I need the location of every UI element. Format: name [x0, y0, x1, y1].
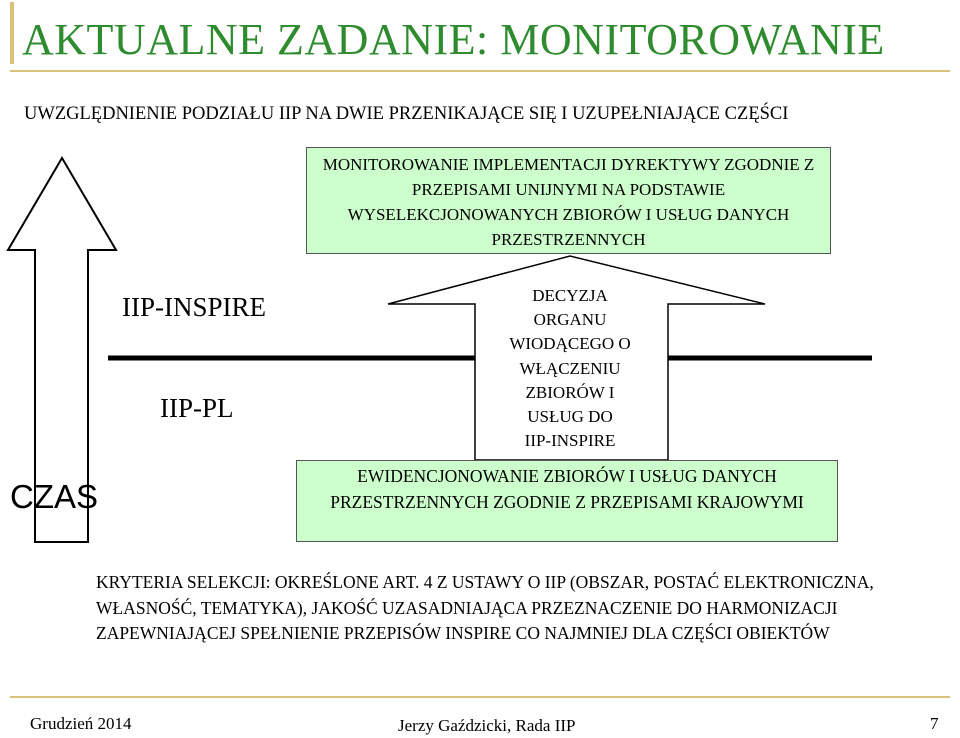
label-iip-pl: IIP-PL	[160, 393, 234, 423]
decision-line: WIODĄCEGO O	[509, 334, 631, 354]
decision-line: USŁUG DO	[527, 407, 613, 427]
decision-line: ORGANU	[533, 310, 607, 330]
registry-box: EWIDENCJONOWANIE ZBIORÓW I USŁUG DANYCH PRZESTRZENNYCH ZGODNIE Z PRZEPISAMI KRAJOWYMI	[296, 460, 838, 542]
selection-criteria: KRYTERIA SELEKCJI: OKREŚLONE ART. 4 Z USTAWY O IIP (OBSZAR, POSTAĆ ELEKTRONICZNA, WŁASNOŚĆ, TEMATYKA), JAKOŚĆ UZASADNIAJĄCA PRZEZNACZENIE DO HARMONIZACJI ZAPEWNIAJĄCEJ SPEŁNIENIE PRZEPISÓW INSPIRE CO NAJMNIEJ DLA CZĘŚCI OBIEKTÓW	[96, 572, 874, 643]
decision-line: ZBIORÓW I	[525, 382, 615, 402]
decision-text	[470, 284, 670, 453]
decision-line: WŁĄCZENIU	[519, 358, 621, 378]
label-iip-inspire: IIP-INSPIRE	[122, 292, 267, 322]
decision-line: IIP-INSPIRE	[524, 431, 616, 451]
decision-line: DECYZJA	[532, 286, 608, 305]
time-axis-label: CZAS	[10, 478, 99, 515]
footer-date: Grudzień 2014	[30, 714, 132, 733]
slide-title: AKTUALNE ZADANIE: MONITOROWANIE	[22, 15, 885, 64]
footer-author: Jerzy Gaździcki, Rada IIP	[398, 716, 576, 735]
page-number: 7	[930, 714, 939, 733]
slide-subtitle: UWZGLĘDNIENIE PODZIAŁU IIP NA DWIE PRZENIKAJĄCE SIĘ I UZUPEŁNIAJĄCE CZĘŚCI	[24, 104, 789, 124]
monitoring-box: MONITOROWANIE IMPLEMENTACJI DYREKTYWY ZGODNIE Z PRZEPISAMI UNIJNYMI NA PODSTAWIE WYSELEKCJONOWANYCH ZBIORÓW I USŁUG DANYCH PRZESTRZENNYCH	[306, 147, 831, 254]
footer-divider	[10, 696, 950, 698]
